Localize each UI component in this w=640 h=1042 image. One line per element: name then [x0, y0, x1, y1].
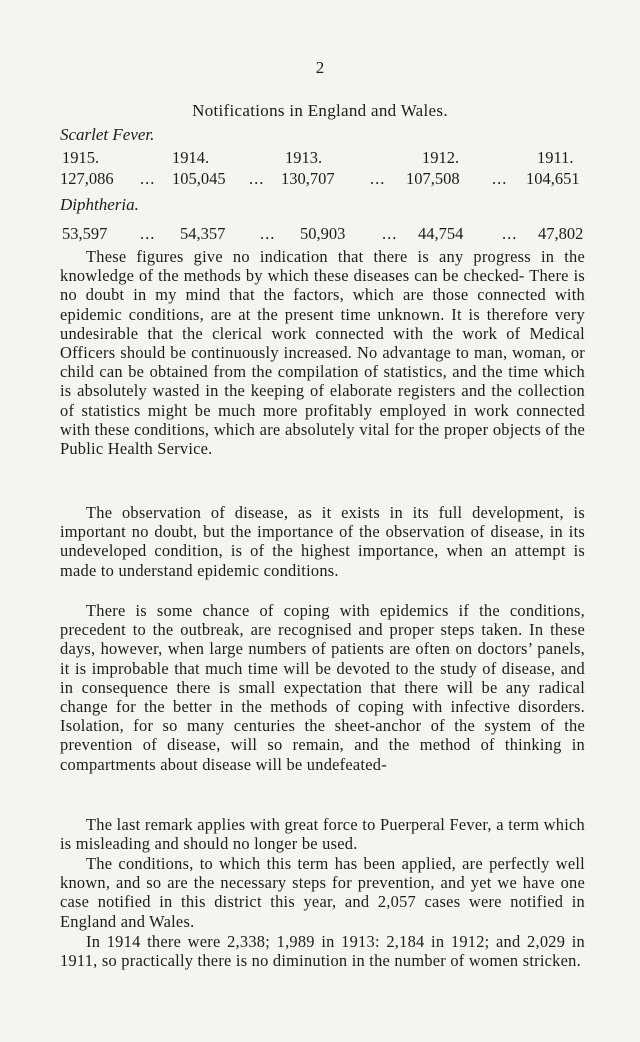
value-cell: 44,754 — [418, 224, 464, 243]
leader-dots: ... — [502, 224, 518, 243]
year-cell: 1914. — [172, 148, 210, 167]
leader-dots: ... — [140, 224, 156, 243]
diphtheria-values-row — [60, 224, 587, 246]
year-cell: 1913. — [285, 148, 323, 167]
leader-dots: ... — [382, 224, 398, 243]
body-paragraph: The last remark applies with great force to Puerperal Fever, a term which is misleading and should no longer be used. — [60, 815, 585, 854]
year-cell: 1912. — [422, 148, 460, 167]
leader-dots: ... — [140, 169, 156, 188]
value-cell: 107,508 — [406, 169, 460, 188]
value-cell: 54,357 — [180, 224, 226, 243]
diphtheria-label: Diphtheria. — [60, 195, 139, 214]
value-cell: 53,597 — [62, 224, 108, 243]
leader-dots: ... — [370, 169, 386, 188]
page-number: 2 — [315, 58, 325, 77]
body-paragraph: There is some chance of coping with epidemics if the conditions, precedent to the outbreak, are recognised and proper steps taken. In these days, however, when large numbers of patients are often on doctors’ panels, it is improbable that much time will be devoted to the study of disease, and in consequence there is small expectation that there will be any radical change for the better in the methods of coping with infective disorders. Isolation, for so many centuries the sheet-anchor of the system of the prevention of disease, will so remain, and the method of thinking in compartments about disease will be undefeated- — [60, 601, 585, 774]
value-cell: 47,802 — [538, 224, 584, 243]
value-cell: 104,651 — [526, 169, 580, 188]
year-cell: 1915. — [62, 148, 100, 167]
section-heading: Notifications in England and Wales. — [192, 101, 448, 120]
scarlet-fever-values-row — [60, 169, 587, 191]
scarlet-fever-label: Scarlet Fever. — [60, 125, 155, 144]
body-paragraph: In 1914 there were 2,338; 1,989 in 1913: 2,184 in 1912; and 2,029 in 1911, so practically there is no diminution in the number of women stricken. — [60, 932, 585, 971]
value-cell: 130,707 — [281, 169, 335, 188]
leader-dots: ... — [260, 224, 276, 243]
body-paragraph: The observation of disease, as it exists in its full development, is important no doubt, but the importance of the observation of disease, in its undeveloped condition, is of the highest importance, when an attempt is made to understand epidemic conditions. — [60, 503, 585, 580]
body-paragraph: These figures give no indication that there is any progress in the knowledge of the methods by which these diseases can be checked- There is no doubt in my mind that the factors, which are those connected with epidemic conditions, are at the present time unknown. It is therefore very undesirable that the clerical work connected with the work of Medical Officers should be continuously increased. No advantage to man, woman, or child can be obtained from the compilation of statistics, and the time which is absolutely wasted in the keeping of elaborate registers and the collection of statistics might be much more profitably employed in work connected with these conditions, which are absolutely vital for the proper objects of the Public Health Service. — [60, 247, 585, 459]
body-paragraph: The conditions, to which this term has been applied, are perfectly well known, and so are the necessary steps for prevention, and yet we have one case notified in this district this year, and 2,057 cases were notified in England and Wales. — [60, 854, 585, 931]
leader-dots: ... — [492, 169, 508, 188]
year-cell: 1911. — [537, 148, 574, 167]
value-cell: 50,903 — [300, 224, 346, 243]
value-cell: 105,045 — [172, 169, 226, 188]
value-cell: 127,086 — [60, 169, 114, 188]
leader-dots: ... — [249, 169, 265, 188]
scarlet-fever-years-row — [60, 148, 587, 170]
